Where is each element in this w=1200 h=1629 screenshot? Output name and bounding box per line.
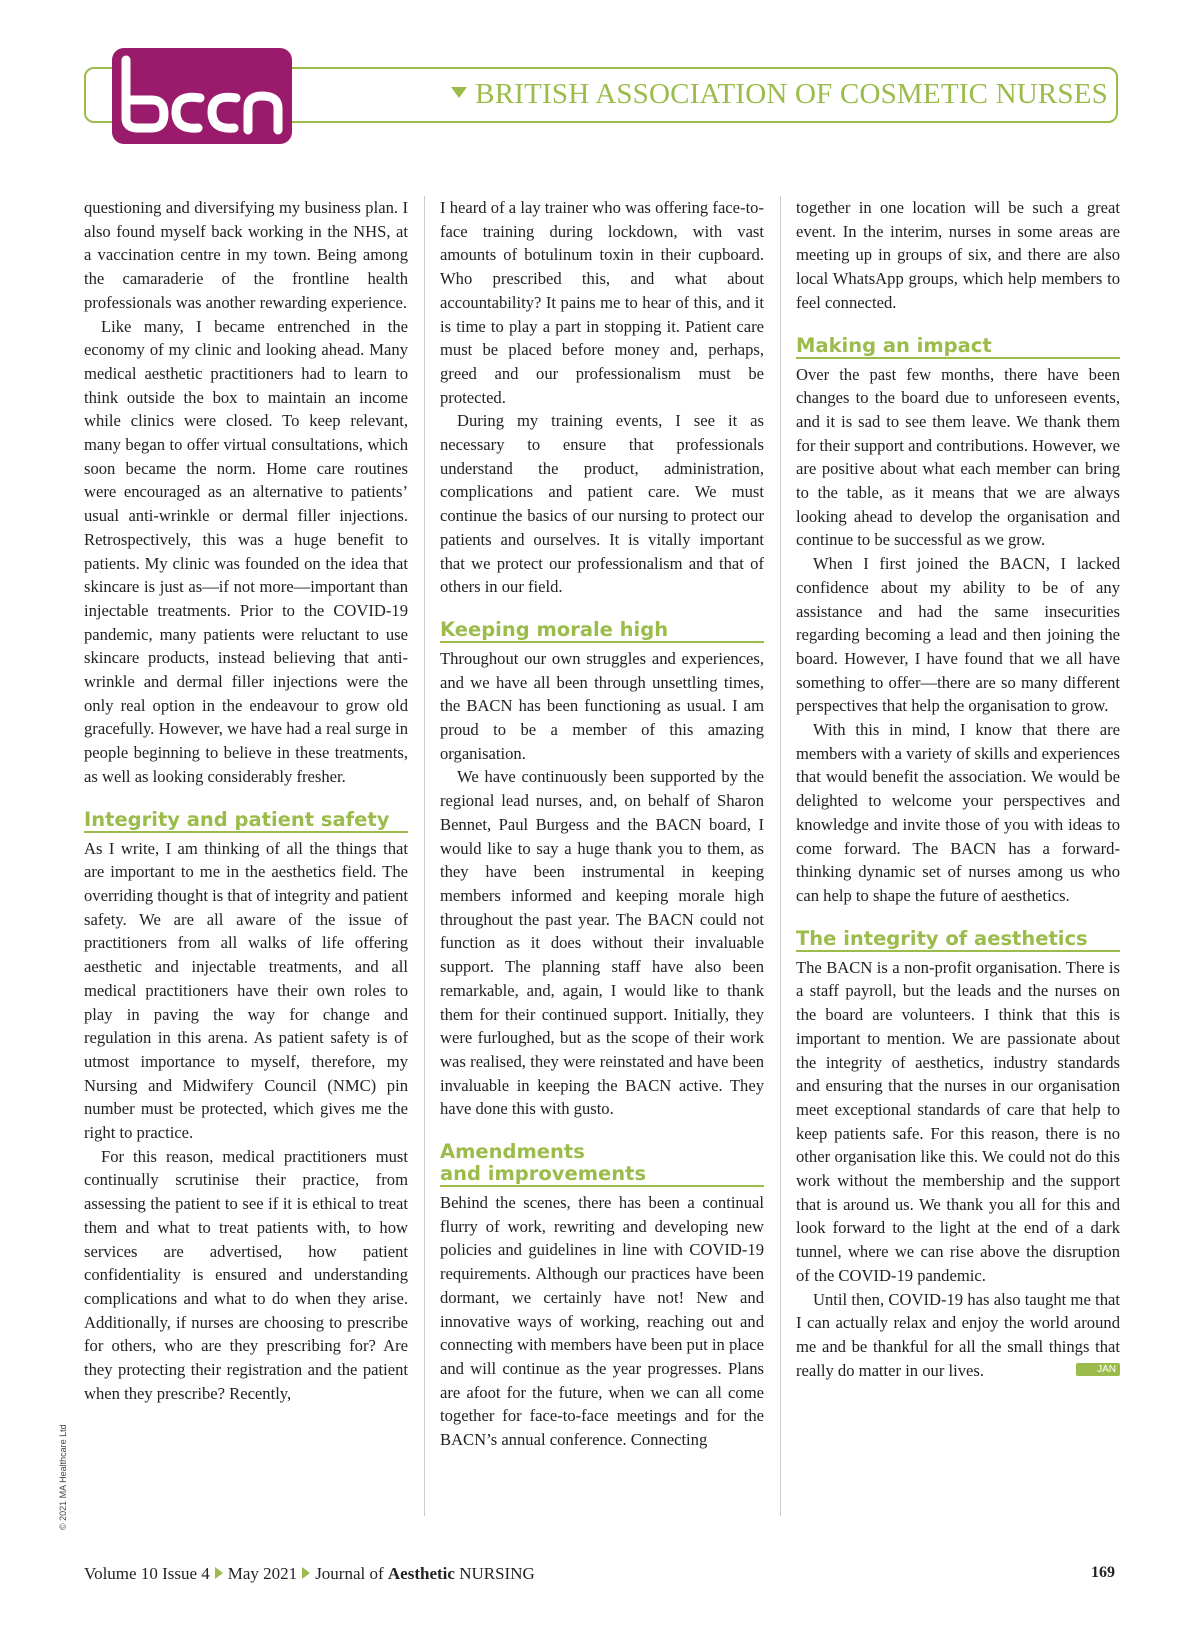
footer-date: May 2021 [227, 1564, 298, 1583]
bacn-logo-mark [112, 48, 292, 144]
section-heading [440, 1141, 764, 1187]
paragraph: We have continuously been supported by the regional lead nurses, and, on behalf of Sharon Bennet, Paul Burgess and the BACN board, I would like to say a huge thank you to them, as they have been instrumental in keeping members informed and keeping morale high throughout the past year. The BACN could not function as it does without their invaluable support. The planning staff have also been remarkable, and, again, I would like to thank them for their continued support. Initially, they were furloughed, but as the scope of their work was realised, they were reinstated and have been invaluable in keeping the BACN active. They have done this with gusto. [440, 767, 764, 1119]
section-heading-line: Amendments [440, 1140, 585, 1164]
paragraph: For this reason, medical practitioners must continually scrutinise their practice, from assessing the patient to see if it is ethical to treat them and what to treat patients with, to how services are advertised, how patient confidentiality is ensured and understanding complications and what to do when they arise. Additionally, if nurses are choosing to prescribe for others, who are they prescribing for? Are they protecting their registration and the patient when they prescribe? Recently, [84, 1146, 408, 1403]
paragraph: As I write, I am thinking of all the things that are important to me in the aesthetics field. The overriding thought is that of integrity and patient safety. We are all aware of the issue of practitioners from all walks of life offering aesthetic and injectable treatments, and all medical practitioners have their own roles to play in paving the way for change and regulation in this arena. As patient safety is of utmost importance to myself, therefore, my Nursing and Midwifery Council (NMC) pin number must be protected, which gives me the right to practice. [84, 838, 408, 1143]
column-divider [780, 196, 781, 1516]
org-title-text: BRITISH ASSOCIATION OF COSMETIC NURSES [475, 78, 1108, 110]
triangle-right-icon [215, 1567, 223, 1579]
footer-volume: Volume 10 Issue 4 [84, 1564, 210, 1583]
paragraph: During my training events, I see it as necessary to ensure that professionals understand the product, administration, complications and patient care. We must continue the basics of our nursing to protect our patients and ourselves. It is vitally important that we protect our professionalism and that of others in our field. [440, 411, 764, 597]
paragraph-text: Until then, COVID-19 has also taught me that I can actually relax and enjoy the world around me and be thankful for all the small things that really do matter in our lives. [796, 1289, 1120, 1380]
paragraph: When I first joined the BACN, I lacked confidence about my ability to be of any assistance and had the same insecurities regarding becoming a lead and then joining the board. However, I have found that we all have something to offer—there are so many different perspectives that help the organisation to grow. [796, 554, 1120, 716]
paragraph: Like many, I became entrenched in the economy of my clinic and looking ahead. Many medical aesthetic practitioners had to learn to think outside the box to maintain an income while clinics were closed. To keep relevant, many began to offer virtual consultations, which soon became the norm. Home care routines were encouraged as an alternative to patients’ usual anti-wrinkle or dermal filler injections. Retrospectively, this was a huge benefit to patients. My clinic was founded on the idea that skincare is just as—if not more—important than injectable treatments. Prior to the COVID-19 pandemic, many patients were reluctant to use skincare products, instead believing that anti-wrinkle and dermal filler injections were the only real option in the endeavour to grow old gracefully. However, we have had a real surge in people beginning to believe in these treatments, as well as looking considerably fresher. [84, 316, 408, 786]
section-heading: Keeping morale high [440, 619, 764, 643]
page-number: 169 [1091, 1564, 1115, 1581]
paragraph: The BACN is a non-profit organisation. There is a staff payroll, but the leads and the nurses on the board are volunteers. I think that this is important to mention. We are passionate about the integrity of aesthetics, industry standards and ensuring that the nurses in our organisation meet exceptional standards of care that help to keep patients safe. For this reason, there is no other organisation like this. We could not do this work without the membership and the support that is around us. We thank you all for this and look forward to the light at the end of a dark tunnel, where we can rise above the disruption of the COVID-19 pandemic. [796, 957, 1120, 1285]
column-2 [440, 196, 764, 1452]
copyright-notice: © 2021 MA Healthcare Ltd [58, 1424, 68, 1530]
section-heading: The integrity of aesthetics [796, 928, 1120, 952]
journal-suffix: NURSING [454, 1564, 535, 1583]
column-3 [796, 196, 1120, 1382]
section-heading-line: and improvements [440, 1162, 647, 1186]
section-heading: Making an impact [796, 335, 1120, 359]
paragraph: With this in mind, I know that there are members with a variety of skills and experiences that would benefit the association. We would be delighted to welcome your perspectives and knowledge and invite those of you with ideas to come forward. The BACN has a forward-thinking dynamic set of nurses among us who can help to shape the future of aesthetics. [796, 720, 1120, 905]
bacn-logo [112, 48, 292, 144]
column-divider [424, 196, 425, 1516]
triangle-right-icon [302, 1567, 310, 1579]
journal-bold: Aesthetic [387, 1564, 455, 1583]
journal-prefix: Journal of [315, 1564, 388, 1583]
paragraph: Throughout our own struggles and experiences, and we have all been through unsettling times, the BACN has been functioning as usual. I am proud to be a member of this amazing organisation. [440, 648, 764, 763]
paragraph [796, 1288, 1120, 1383]
paragraph: Over the past few months, there have been changes to the board due to unforeseen events, and it is sad to see them leave. We thank them for their support and contributions. However, we are positive about what each member can bring to the table, as it means that we are always looking ahead to develop the organisation and continue to be successful as we grow. [796, 364, 1120, 550]
section-heading: Integrity and patient safety [84, 809, 408, 833]
paragraph: I heard of a lay trainer who was offering face-to-face training during lockdown, with vast amounts of botulinum toxin in their cupboard. Who prescribed this, and what about accountability? It pains me to hear of this, and it is time to play a part in stopping it. Patient care must be placed before money and, perhaps, greed and our professionalism must be protected. [440, 198, 764, 407]
org-title [451, 78, 1108, 111]
column-1 [84, 196, 408, 1405]
footer-citation [84, 1564, 535, 1584]
paragraph: questioning and diversifying my business plan. I also found myself back working in the NHS, at a vaccination centre in my town. Being among the camaraderie of the frontline health professionals was another rewarding experience. [84, 198, 408, 312]
paragraph: together in one location will be such a great event. In the interim, nurses in some areas are meeting up in groups of six, and there are also local WhatsApp groups, which help members to feel connected. [796, 198, 1120, 312]
triangle-down-icon [451, 87, 467, 98]
end-of-article-mark: JAN [1076, 1363, 1120, 1376]
paragraph: Behind the scenes, there has been a continual flurry of work, rewriting and developing new policies and guidelines in line with COVID-19 requirements. Although our practices have been dormant, we certainly have not! New and innovative ways of working, reaching out and connecting with members have been put in place and will continue as the year progresses. Plans are afoot for the future, when we can all come together for face-to-face meetings and for the BACN’s annual conference. Connecting [440, 1193, 764, 1450]
